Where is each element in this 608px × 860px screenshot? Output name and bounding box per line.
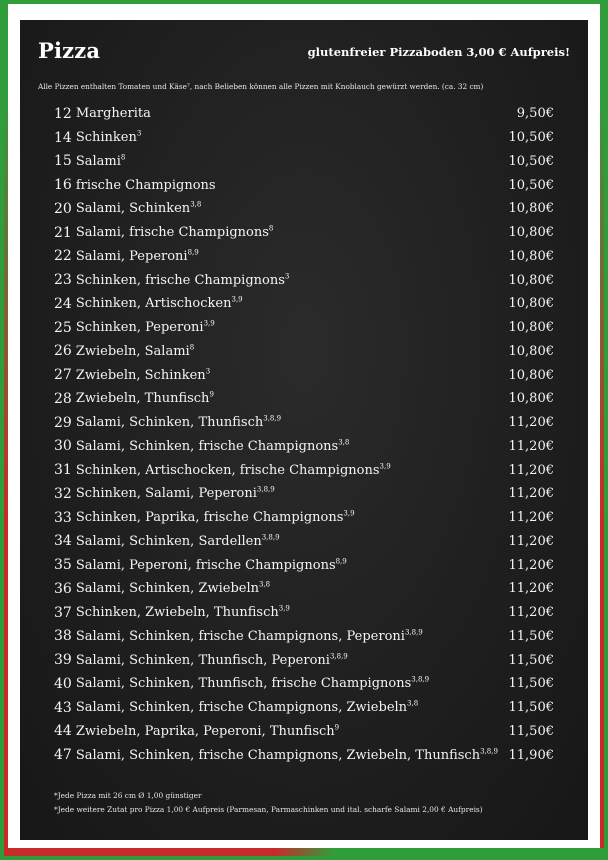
item-name-wrapper	[76, 154, 509, 169]
item-name: Zwiebeln, Salami	[75, 343, 190, 359]
item-name: Salami, Schinken, Sardellen	[75, 533, 262, 549]
frame-left-stripe	[4, 4, 8, 856]
list-item	[54, 363, 554, 387]
list-item	[54, 197, 554, 221]
item-allergens: 3,8,9	[480, 747, 498, 756]
item-allergens: 8	[120, 153, 126, 162]
item-price: 11,50€	[508, 628, 554, 644]
pizza-list	[54, 102, 554, 767]
list-item	[54, 577, 554, 601]
item-allergens: 8	[268, 224, 274, 233]
list-item	[54, 150, 554, 174]
item-price: 11,50€	[508, 652, 554, 668]
footer-note-size: *Jede Pizza mit 26 cm Ø 1,00 günstiger	[54, 791, 202, 800]
item-name: Salami, Peperoni, frische Champignons	[75, 557, 336, 573]
item-name-wrapper	[76, 558, 509, 573]
item-number: 22	[54, 248, 72, 265]
item-number: 35	[54, 557, 72, 574]
gluten-free-note: glutenfreier Pizzaboden 3,00 € Aufpreis!	[307, 45, 570, 59]
item-price: 11,20€	[508, 438, 554, 454]
item-name: Zwiebeln, Paprika, Peperoni, Thunfisch	[75, 723, 335, 739]
item-allergens: 3	[205, 367, 211, 376]
list-item	[54, 625, 554, 649]
item-number: 23	[54, 272, 72, 289]
list-item	[54, 387, 554, 411]
item-allergens: 3,8,9	[261, 533, 280, 542]
item-name-wrapper	[76, 106, 517, 121]
item-name-wrapper	[76, 296, 509, 311]
list-item	[54, 506, 554, 530]
item-name: Salami, Schinken, frische Champignons, Zwiebeln	[75, 700, 408, 716]
item-allergens: 9	[209, 391, 214, 400]
item-price: 10,50€	[508, 177, 554, 193]
list-item	[54, 126, 554, 150]
item-name: Schinken, Peperoni	[75, 320, 204, 336]
item-allergens: 8	[189, 343, 195, 352]
item-price: 11,50€	[508, 700, 554, 716]
frame-right-stripe	[600, 4, 604, 856]
item-price: 10,80€	[508, 272, 554, 288]
list-item	[54, 102, 554, 126]
item-name-wrapper	[76, 415, 509, 430]
item-name-wrapper	[76, 439, 509, 454]
item-name-wrapper	[76, 463, 509, 478]
item-name: Salami, frische Champignons	[75, 225, 269, 241]
item-allergens: 3,8,9	[404, 628, 423, 637]
item-name: Salami, Schinken, frische Champignons	[75, 438, 339, 454]
item-name-wrapper	[76, 748, 509, 763]
item-name: Salami, Schinken, frische Champignons, Zwiebeln, Thunfisch	[75, 747, 481, 763]
item-name: Schinken, Zwiebeln, Thunfisch	[75, 605, 279, 621]
item-allergens: 3,9	[379, 462, 391, 471]
item-allergens: 3,8	[190, 201, 202, 210]
item-price: 10,80€	[508, 320, 554, 336]
item-price: 10,50€	[508, 153, 554, 169]
list-item	[54, 743, 554, 767]
item-price: 11,90€	[508, 747, 554, 763]
item-allergens: 3	[284, 272, 290, 281]
item-price: 10,80€	[508, 391, 554, 407]
item-name: Salami, Schinken, Thunfisch, Peperoni	[75, 652, 330, 668]
item-number: 20	[54, 200, 72, 217]
item-name-wrapper	[76, 225, 509, 240]
item-price: 11,20€	[508, 557, 554, 573]
item-number: 38	[54, 628, 72, 645]
item-number: 29	[54, 414, 72, 431]
item-name: Schinken, Artischocken	[75, 296, 232, 312]
item-price: 10,80€	[508, 343, 554, 359]
item-name-wrapper	[76, 391, 509, 406]
list-item	[54, 411, 554, 435]
item-name: Salami, Schinken, Thunfisch	[75, 415, 264, 431]
item-name-wrapper	[76, 653, 509, 668]
item-name: Salami	[75, 153, 121, 169]
item-name-wrapper	[76, 130, 509, 145]
item-allergens: 3,9	[343, 509, 355, 518]
item-price: 11,50€	[508, 723, 554, 739]
item-name-wrapper	[76, 368, 509, 383]
item-number: 40	[54, 675, 72, 692]
item-name: Schinken, Artischocken, frische Champignons	[75, 462, 380, 478]
list-item	[54, 530, 554, 554]
item-number: 15	[54, 153, 72, 170]
item-name-wrapper	[76, 724, 509, 739]
item-price: 11,20€	[508, 533, 554, 549]
item-name: Margherita	[75, 106, 151, 122]
item-name-wrapper	[76, 344, 509, 359]
item-name-wrapper	[76, 320, 509, 335]
item-price: 11,20€	[508, 486, 554, 502]
item-number: 21	[54, 224, 72, 241]
item-price: 10,80€	[508, 201, 554, 217]
item-allergens: 3	[136, 129, 142, 138]
item-allergens: 9	[334, 723, 340, 732]
frame-bottom-stripe	[4, 848, 604, 856]
item-name-wrapper	[76, 700, 509, 715]
item-name-wrapper	[76, 629, 509, 644]
item-number: 33	[54, 509, 72, 526]
menu-footer	[54, 791, 564, 819]
item-price: 10,80€	[508, 248, 554, 264]
item-allergens: 8,9	[335, 557, 347, 566]
item-name: Salami, Schinken, Thunfisch, frische Champignons	[75, 676, 412, 692]
item-name: Schinken	[75, 130, 137, 146]
item-number: 43	[54, 699, 72, 716]
item-price: 9,50€	[516, 106, 554, 122]
item-name-wrapper	[76, 534, 509, 549]
item-allergens: 3,9	[278, 604, 290, 613]
list-item	[54, 221, 554, 245]
list-item	[54, 292, 554, 316]
item-number: 36	[54, 580, 72, 597]
list-item	[54, 268, 554, 292]
item-number: 39	[54, 652, 72, 669]
item-allergens: 3,8	[259, 581, 271, 590]
list-item	[54, 720, 554, 744]
item-allergens: 3,8,9	[329, 652, 348, 661]
item-allergens: 3,8,9	[263, 414, 282, 423]
item-number: 16	[54, 177, 72, 194]
item-allergens: 3,9	[203, 319, 215, 328]
item-allergens: 3,8	[407, 699, 419, 708]
item-number: 14	[54, 129, 72, 146]
item-number: 24	[54, 295, 72, 312]
list-item	[54, 601, 554, 625]
item-number: 47	[54, 747, 72, 764]
item-name-wrapper	[76, 486, 509, 501]
item-name-wrapper	[76, 510, 509, 525]
item-name-wrapper	[76, 178, 509, 193]
item-name: Schinken, Paprika, frische Champignons	[75, 510, 344, 526]
item-name-wrapper	[76, 249, 509, 264]
item-name: Zwiebeln, Schinken	[75, 367, 206, 383]
item-price: 11,50€	[508, 676, 554, 692]
item-name: Salami, Schinken, Zwiebeln	[75, 581, 259, 597]
item-name-wrapper	[76, 581, 509, 596]
item-number: 28	[54, 390, 72, 407]
list-item	[54, 648, 554, 672]
item-allergens: 8,9	[187, 248, 199, 257]
item-price: 10,80€	[508, 367, 554, 383]
item-name: Schinken, Salami, Peperoni	[75, 486, 257, 502]
list-item	[54, 316, 554, 340]
item-price: 11,20€	[508, 510, 554, 526]
item-number: 31	[54, 462, 72, 479]
item-price: 11,20€	[508, 462, 554, 478]
item-number: 12	[54, 105, 72, 122]
item-number: 25	[54, 319, 72, 336]
list-item	[54, 435, 554, 459]
item-price: 10,80€	[508, 225, 554, 241]
list-item	[54, 553, 554, 577]
item-allergens: 3,8,9	[411, 676, 430, 685]
item-name-wrapper	[76, 201, 509, 216]
list-item	[54, 672, 554, 696]
item-number: 32	[54, 485, 72, 502]
item-allergens: 3,8	[338, 438, 350, 447]
item-number: 34	[54, 533, 72, 550]
item-number: 44	[54, 723, 72, 740]
item-name: Schinken, frische Champignons	[75, 272, 285, 288]
list-item	[54, 696, 554, 720]
item-number: 26	[54, 343, 72, 360]
list-item	[54, 482, 554, 506]
item-name: Salami, Schinken, frische Champignons, Peperoni	[75, 628, 405, 644]
item-price: 11,20€	[508, 581, 554, 597]
item-price: 10,80€	[508, 296, 554, 312]
list-item	[54, 173, 554, 197]
item-price: 10,50€	[508, 130, 554, 146]
item-name-wrapper	[76, 676, 509, 691]
item-name: Salami, Peperoni	[75, 248, 188, 264]
item-name-wrapper	[76, 605, 509, 620]
item-name: Salami, Schinken	[75, 201, 191, 217]
item-name: frische Champignons	[75, 177, 216, 193]
item-allergens: 3,9	[231, 296, 243, 305]
menu-subtitle: Alle Pizzen enthalten Tomaten und Käse⁷, nach Belieben können alle Pizzen mit Knoblauch gewürzt werden. (ca. 32 cm)	[38, 82, 484, 91]
list-item	[54, 245, 554, 269]
page-title: Pizza	[38, 38, 101, 63]
item-price: 11,20€	[508, 605, 554, 621]
item-allergens: 3,8,9	[256, 486, 275, 495]
item-number: 30	[54, 438, 72, 455]
footer-note-extra: *Jede weitere Zutat pro Pizza 1,00 € Aufpreis (Parmesan, Parmaschinken und ital. scharfe Salami 2,00 € Aufpreis)	[54, 805, 483, 814]
item-name: Zwiebeln, Thunfisch	[75, 391, 210, 407]
list-item	[54, 340, 554, 364]
item-number: 27	[54, 367, 72, 384]
list-item	[54, 458, 554, 482]
item-name-wrapper	[76, 273, 509, 288]
item-price: 11,20€	[508, 415, 554, 431]
item-number: 37	[54, 604, 72, 621]
